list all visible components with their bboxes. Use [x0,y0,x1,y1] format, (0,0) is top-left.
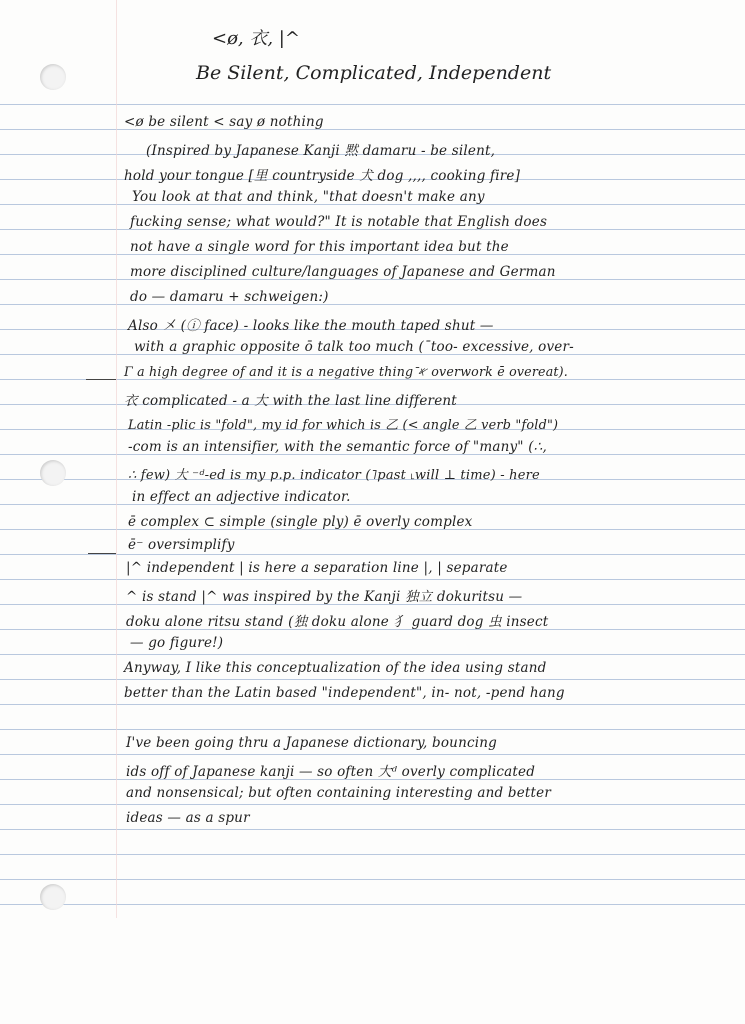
text-line: Γ a high degree of and it is a negative thing 𐤀̄ overwork ē overeat). [124,364,568,379]
text-line: do — damaru + schweigen:) [130,289,329,305]
text-line: better than the Latin based "independent", in- not, -pend hang [124,685,565,701]
text-line: with a graphic opposite ō talk too much (¯too- excessive, over- [134,339,574,355]
text-line: ^ is stand |^ was inspired by the Kanji 独立 dokuritsu — [126,589,523,605]
text-line: ē complex ⊂ simple (single ply) ē overly complex [128,514,473,530]
text-line: ids off of Japanese kanji — so often 大ᵈ overly complicated [126,764,536,780]
text-line: hold your tongue [里 countryside 犬 dog ,,,, cooking fire] [124,168,521,184]
punch-hole-middle [40,460,66,486]
text-line: ∴ few) 大 ⁻ᵈ-ed is my p.p. indicator (˥past ˪will ⊥ time) - here [128,468,540,483]
text-line: — go figure!) [130,635,224,651]
text-line: in effect an adjective indicator. [132,489,351,505]
text-line: Anyway, I like this conceptualization of the idea using stand [124,660,547,676]
text-line: doku alone ritsu stand (独 doku alone 犭 guard dog 虫 insect [126,614,549,630]
text-line: <ø be silent < say ø nothing [124,114,324,130]
text-line: not have a single word for this important idea but the [130,239,509,255]
text-line: -com is an intensifier, with the semantic force of "many" (∴, [128,439,547,455]
text-line: (Inspired by Japanese Kanji 黙 damaru - be silent, [146,143,496,159]
text-line: ideas — as a spur [126,810,250,826]
title-symbols: <ø, 衣, |^ [212,28,300,49]
text-line: fucking sense; what would?" It is notable that English does [130,214,548,230]
text-line: Also 㐅 (ⓘ face) - looks like the mouth taped shut — [128,318,494,334]
punch-hole-top [40,64,66,90]
text-line: I've been going thru a Japanese dictionary, bouncing [126,735,497,751]
page-title: Be Silent, Complicated, Independent [196,62,552,84]
text-line: 衣 complicated - a 大 with the last line different [124,393,457,409]
page-header-area [0,0,745,104]
text-line: You look at that and think, "that doesn't make any [132,189,485,205]
punch-hole-bottom [40,884,66,910]
margin-line [116,0,117,918]
text-line: and nonsensical; but often containing interesting and better [126,785,551,801]
text-line: Latin -plic is "fold", my id for which is 乙 (< angle 乙 verb "fold") [128,418,559,433]
text-line: ē⁻ oversimplify [128,537,235,553]
margin-dash-mark [88,553,116,554]
margin-dash-mark [86,379,116,380]
page-footer-area [0,918,745,1024]
text-line: |^ independent | is here a separation line |, | separate [126,560,508,576]
text-line: more disciplined culture/languages of Japanese and German [130,264,556,280]
